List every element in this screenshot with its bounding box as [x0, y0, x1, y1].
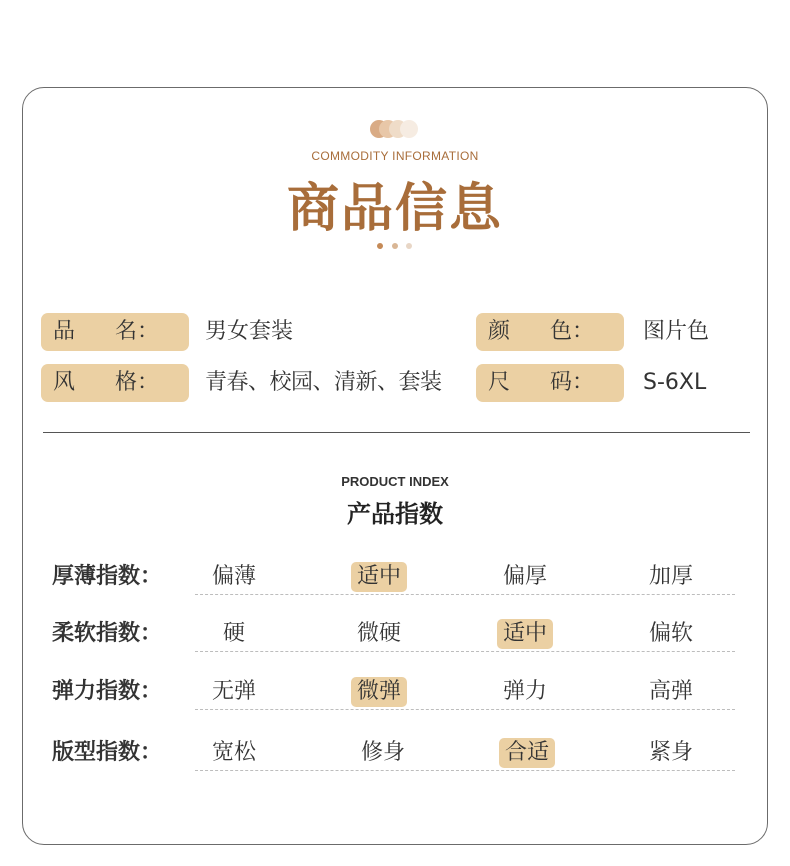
label-style-char: 格：: [115, 370, 160, 395]
label-name-char: 名：: [115, 319, 160, 344]
label-size-char: 尺: [488, 370, 511, 395]
option-softness: 微硬: [356, 621, 402, 646]
circle-4: [400, 120, 418, 138]
row-line: [195, 770, 735, 771]
value-size: S-6XL: [643, 370, 707, 395]
row-line: [195, 594, 735, 595]
option-fit: 宽松: [211, 740, 257, 765]
option-softness: 硬: [222, 621, 246, 646]
option-fit: 紧身: [648, 740, 694, 765]
decorative-circles: [370, 120, 430, 140]
label-color-char: 色：: [550, 319, 595, 344]
option-elasticity: 微弹: [351, 677, 407, 707]
option-thickness: 偏厚: [502, 564, 548, 589]
section-divider: [43, 432, 750, 433]
row-line: [195, 651, 735, 652]
label-style-char: 风: [53, 370, 76, 395]
option-thickness: 适中: [351, 562, 407, 592]
label-color: [476, 313, 624, 351]
row-label-thickness: 厚薄指数：: [52, 564, 163, 589]
row-label-fit: 版型指数：: [52, 740, 163, 765]
dot-3: [406, 243, 412, 249]
label-style: [41, 364, 189, 402]
label-size-char: 码：: [550, 370, 595, 395]
value-style: 青春、校园、清新、套装: [205, 370, 442, 395]
label-color-char: 颜: [488, 319, 511, 344]
row-label-elasticity: 弹力指数：: [52, 679, 163, 704]
dot-1: [377, 243, 383, 249]
label-name-char: 品: [53, 319, 76, 344]
index-title-en: PRODUCT INDEX: [341, 474, 449, 489]
value-color: 图片色: [643, 319, 710, 344]
option-thickness: 加厚: [648, 564, 694, 589]
option-softness: 适中: [497, 619, 553, 649]
label-name: [41, 313, 189, 351]
option-thickness: 偏薄: [211, 564, 257, 589]
page-title: 商品信息: [286, 179, 503, 239]
option-fit: 合适: [499, 738, 555, 768]
subtitle-en: COMMODITY INFORMATION: [311, 149, 479, 163]
option-elasticity: 高弹: [648, 679, 694, 704]
option-elasticity: 无弹: [211, 679, 257, 704]
value-name: 男女套装: [205, 319, 294, 344]
option-softness: 偏软: [648, 621, 694, 646]
label-size: [476, 364, 624, 402]
index-title: 产品指数: [347, 500, 443, 528]
decorative-dots: [377, 243, 417, 251]
option-fit: 修身: [360, 740, 406, 765]
dot-2: [392, 243, 398, 249]
row-line: [195, 709, 735, 710]
row-label-softness: 柔软指数：: [52, 621, 163, 646]
option-elasticity: 弹力: [502, 679, 548, 704]
